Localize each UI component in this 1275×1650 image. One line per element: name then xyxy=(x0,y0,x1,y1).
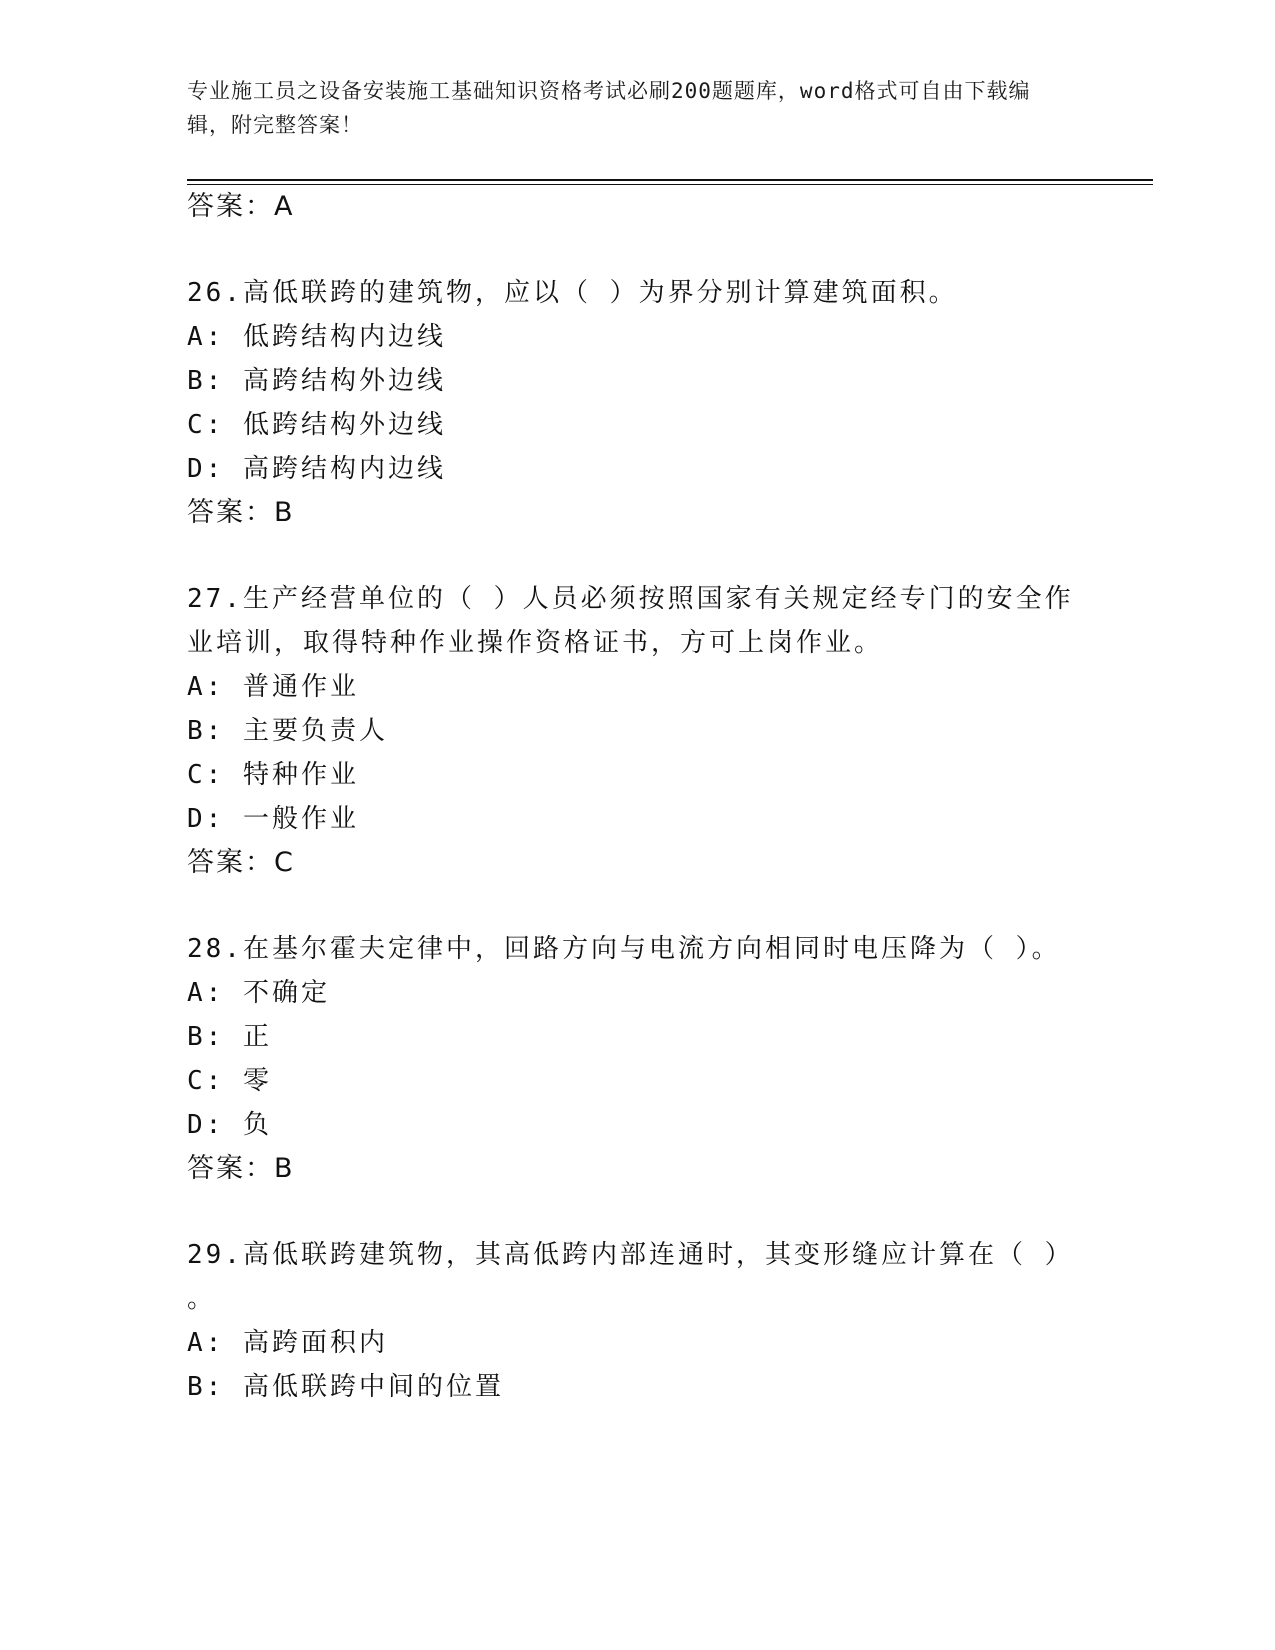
question-28-answer: 答案：B xyxy=(187,1153,295,1184)
question-27-stem-line-1: 27.生产经营单位的（ ）人员必须按照国家有关规定经专门的安全作 xyxy=(187,584,1074,614)
document-header: 专业施工员之设备安装施工基础知识资格考试必刷200题题库，word格式可自由下载编辑，附完整答案！ xyxy=(187,79,1031,137)
question-26-option-d: D: 高跨结构内边线 xyxy=(187,454,446,484)
question-27-stem-line-2: 业培训，取得特种作业操作资格证书，方可上岗作业。 xyxy=(187,628,884,658)
question-26-option-b: B: 高跨结构外边线 xyxy=(187,366,446,396)
question-27-option-a: A: 普通作业 xyxy=(187,672,359,702)
question-28-option-c: C: 零 xyxy=(187,1066,272,1096)
header-rule-thin xyxy=(187,184,1153,185)
question-27-option-c: C: 特种作业 xyxy=(187,760,359,790)
question-28-option-b: B: 正 xyxy=(187,1022,272,1052)
question-26-stem: 26.高低联跨的建筑物，应以（ ）为界分别计算建筑面积。 xyxy=(187,278,958,308)
question-29-option-a: A: 高跨面积内 xyxy=(187,1328,388,1358)
question-28-option-a: A: 不确定 xyxy=(187,978,330,1008)
question-29-stem-line-2: 。 xyxy=(187,1284,217,1314)
question-27-option-d: D: 一般作业 xyxy=(187,804,359,834)
header-rule-thick xyxy=(187,179,1153,181)
question-28-option-d: D: 负 xyxy=(187,1110,272,1140)
question-29-option-b: B: 高低联跨中间的位置 xyxy=(187,1372,504,1402)
answer-prev: 答案：A xyxy=(187,191,295,222)
question-26-option-a: A: 低跨结构内边线 xyxy=(187,322,446,352)
question-28-stem: 28.在基尔霍夫定律中，回路方向与电流方向相同时电压降为（ ）。 xyxy=(187,934,1061,964)
question-29-stem-line-1: 29.高低联跨建筑物，其高低跨内部连通时，其变形缝应计算在（ ） xyxy=(187,1240,1074,1270)
question-27-option-b: B: 主要负责人 xyxy=(187,716,388,746)
question-27-answer: 答案：C xyxy=(187,847,295,878)
question-26-option-c: C: 低跨结构外边线 xyxy=(187,410,446,440)
question-26-answer: 答案：B xyxy=(187,497,295,528)
